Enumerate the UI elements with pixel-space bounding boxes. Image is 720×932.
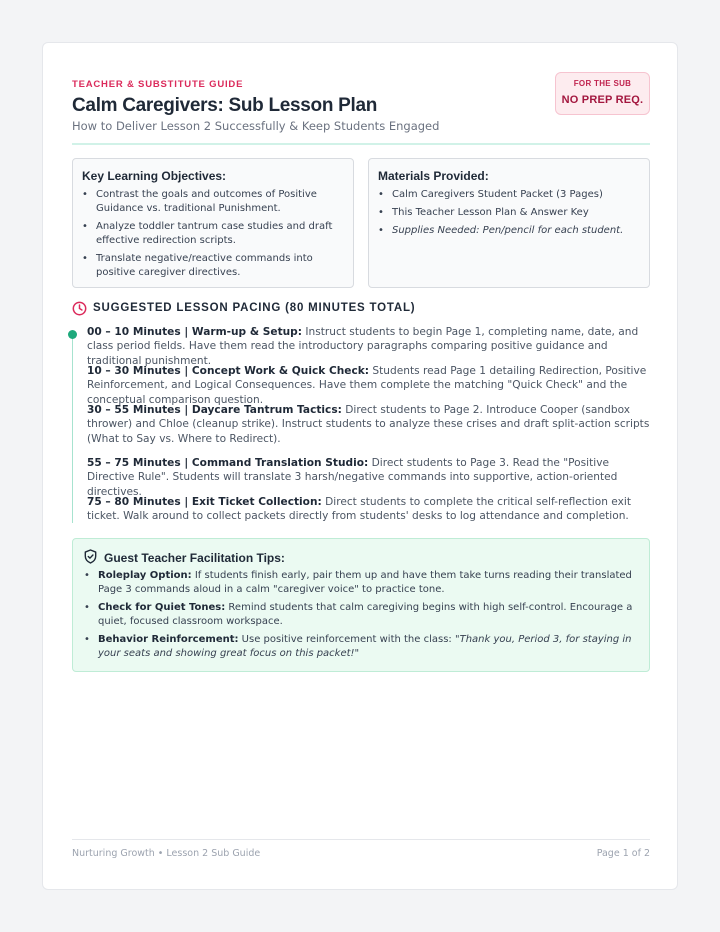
pacing-step-label: 55 – 75 Minutes | Command Translation Studio: <box>87 457 369 469</box>
pacing-step-text: Instruct students to begin Page 1, completing name, date, and class period fields. Have them read the introductory paragraphs comparing positive guidance and traditional punishment. <box>87 326 639 367</box>
tips-header <box>84 549 638 567</box>
objectives-list <box>82 188 344 280</box>
pacing-step-label: 75 – 80 Minutes | Exit Ticket Collection: <box>87 496 322 508</box>
objective-item: • Contrast the goals and outcomes of Positive Guidance vs. traditional Punishment. <box>82 188 344 216</box>
timeline-line <box>72 332 73 523</box>
tip-label: Roleplay Option: <box>98 570 192 581</box>
material-item: • Supplies Needed: Pen/pencil for each student. <box>378 224 640 238</box>
tip-quote: "Thank you, Period 3, for staying in your seats and showing great focus on this packet!" <box>98 633 632 659</box>
materials-title: Materials Provided: <box>378 169 489 183</box>
tips-list <box>84 569 638 661</box>
tip-text: If students finish early, pair them up and have them take turns reading their translated Page 3 commands aloud in a calm "caregiver voice" to practice tone. <box>98 570 632 596</box>
pacing-step <box>87 325 650 368</box>
facilitation-tips-box <box>72 538 650 672</box>
objectives-title: Key Learning Objectives: <box>82 169 227 183</box>
page-subtitle: How to Deliver Lesson 2 Successfully & Keep Students Engaged <box>72 119 440 133</box>
materials-list <box>378 188 640 238</box>
objectives-box <box>72 158 354 288</box>
tip-text: Remind students that calm caregiving begins with high self-control. Encourage a quiet, focused classroom workspace. <box>98 601 633 627</box>
timeline-dot <box>68 330 77 339</box>
pacing-step-text: Direct students to complete the critical self-reflection exit ticket. Walk around to collect packets directly from students' desks to log attendance and completion. <box>87 496 631 523</box>
page-number: Page 1 of 2 <box>596 848 650 859</box>
lesson-plan-page <box>42 42 678 890</box>
tip-label: Check for Quiet Tones: <box>98 601 226 613</box>
pacing-timeline <box>72 325 650 525</box>
tip-item <box>84 633 638 661</box>
pacing-step <box>87 403 650 446</box>
pacing-step <box>87 364 650 407</box>
pacing-step-label: 10 – 30 Minutes | Concept Work & Quick Check: <box>87 365 370 377</box>
pacing-step-text: Direct students to Page 2. Introduce Cooper (sandbox thrower) and Chloe (cleanup strike). Instruct students to analyze these crises and draft split-action scripts (What to Say vs. Where to Redirect). <box>87 404 650 445</box>
objective-item: • Translate negative/reactive commands into positive caregiver directives. <box>82 252 344 280</box>
pacing-step-text: Direct students to Page 3. Read the "Positive Directive Rule". Students will translate 3 harsh/negative commands into supportive, action-oriented directives. <box>87 457 618 498</box>
eyebrow-label: TEACHER & SUBSTITUTE GUIDE <box>72 79 244 90</box>
footer-source: Nurturing Growth • Lesson 2 Sub Guide <box>72 848 261 859</box>
pacing-step-label: 30 – 55 Minutes | Daycare Tantrum Tactics: <box>87 404 342 416</box>
pacing-step-text: Students read Page 1 detailing Redirection, Positive Reinforcement, and Logical Consequences. Have them complete the matching "Quick Check" and the conceptual comparison question. <box>87 365 647 406</box>
info-boxes <box>72 158 650 288</box>
badge-label: NO PREP REQ. <box>561 94 644 106</box>
page-title: Calm Caregivers: Sub Lesson Plan <box>72 95 378 116</box>
pacing-step <box>87 495 650 524</box>
tip-text: Use positive reinforcement with the class: <box>238 633 455 645</box>
page-header <box>72 72 650 145</box>
materials-box <box>368 158 650 288</box>
tip-label: Behavior Reinforcement: <box>98 633 239 645</box>
pacing-section-header <box>72 300 650 318</box>
material-item: • Calm Caregivers Student Packet (3 Pages) <box>378 188 640 202</box>
pacing-step <box>87 456 650 499</box>
page-footer <box>72 839 650 865</box>
tip-item <box>84 601 638 629</box>
shield-check-icon <box>84 549 97 564</box>
tip-item <box>84 569 638 597</box>
no-prep-badge <box>555 72 650 115</box>
clock-icon <box>72 301 87 316</box>
material-item: • This Teacher Lesson Plan & Answer Key <box>378 206 640 220</box>
tips-title: Guest Teacher Facilitation Tips: <box>104 551 285 565</box>
pacing-title: SUGGESTED LESSON PACING (80 MINUTES TOTAL) <box>93 302 416 314</box>
pacing-step-label: 00 – 10 Minutes | Warm-up & Setup: <box>87 326 302 338</box>
objective-item: • Analyze toddler tantrum case studies and draft effective redirection scripts. <box>82 220 344 248</box>
badge-caption: FOR THE SUB <box>573 79 632 88</box>
